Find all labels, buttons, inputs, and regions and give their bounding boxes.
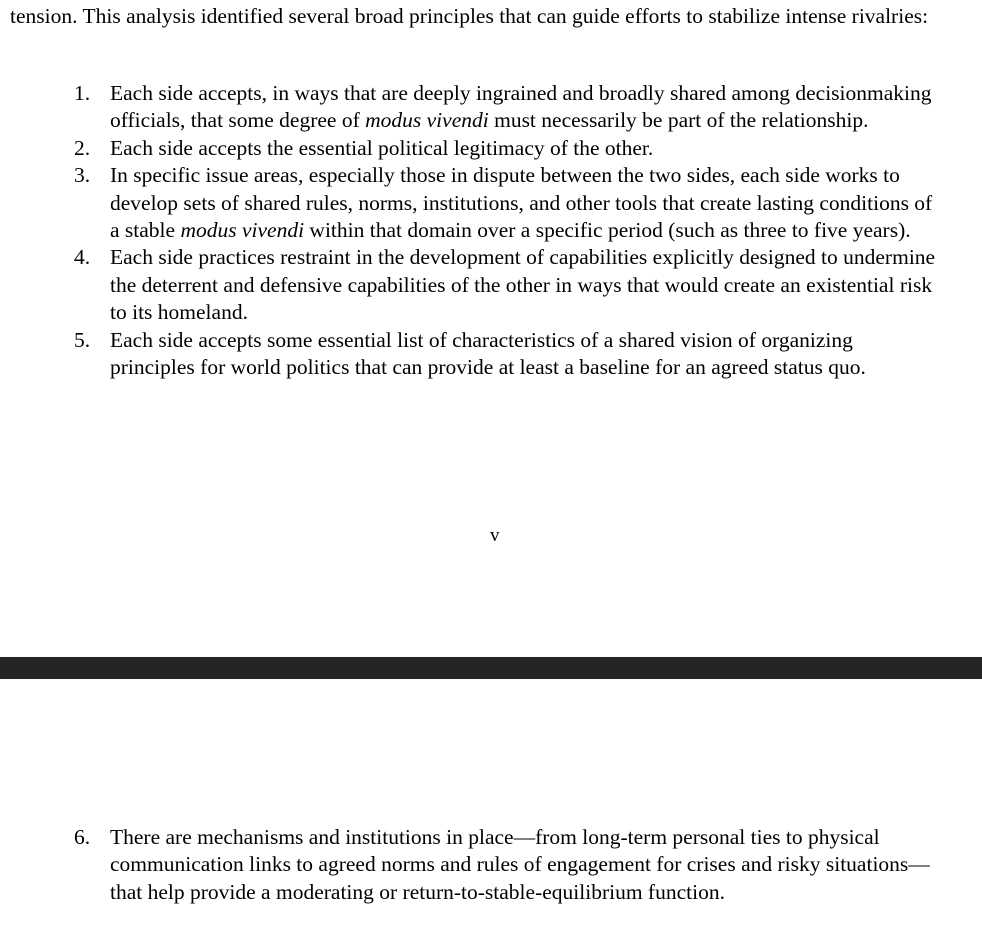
principles-list	[0, 80, 940, 381]
list-item	[0, 162, 940, 244]
list-item-text-cont: must necessarily be part of the relationship.	[488, 108, 869, 133]
list-item	[0, 327, 940, 382]
list-item-number: 3.	[74, 163, 91, 188]
list-item-text: Each side accepts the essential political legitimacy of the other.	[110, 135, 654, 160]
list-item-emphasis: modus vivendi	[365, 108, 489, 133]
intro-paragraph: tension. This analysis identified several broad principles that can guide efforts to stabilize intense rivalries:	[10, 4, 929, 28]
list-item	[0, 824, 940, 906]
list-item-text: In specific issue areas, especially those in dispute between the two sides, each side works to develop sets of shared rules, norms, institutions, and other tools that create lasting conditions of a stable	[110, 163, 933, 243]
list-item-text: Each side practices restraint in the development of capabilities explicitly designed to undermine the deterrent and defensive capabilities of the other in ways that would create an existential risk to its homeland.	[110, 245, 936, 325]
list-item-number: 5.	[74, 327, 91, 352]
page-number: v	[490, 525, 500, 546]
list-item	[0, 80, 940, 135]
list-item-number: 6.	[74, 825, 91, 849]
list-item-number: 2.	[74, 135, 91, 160]
list-item-emphasis: modus vivendi	[180, 218, 305, 243]
list-item-text: Each side accepts, in ways that are deeply ingrained and broadly shared among decisionmaking officials, that some degree of	[110, 81, 932, 133]
list-item-number: 4.	[74, 245, 91, 270]
page-separator	[0, 657, 982, 679]
principles-list-continued	[0, 824, 940, 906]
list-item-text: Each side accepts some essential list of characteristics of a shared vision of organizing principles for world politics that can provide at least a baseline for an agreed status quo.	[110, 327, 866, 380]
list-item-number: 1.	[74, 81, 91, 105]
list-item	[0, 135, 940, 162]
document-page-lower	[0, 679, 982, 943]
list-item-text: There are mechanisms and institutions in place—from long-term personal ties to physical communication links to agreed norms and rules of engagement for crises and risky situations—that help provide a moderating or return-to-stable-equilibrium function.	[110, 825, 930, 904]
list-item	[0, 244, 940, 326]
list-item-text-cont: within that domain over a specific period (such as three to five years).	[304, 218, 911, 243]
